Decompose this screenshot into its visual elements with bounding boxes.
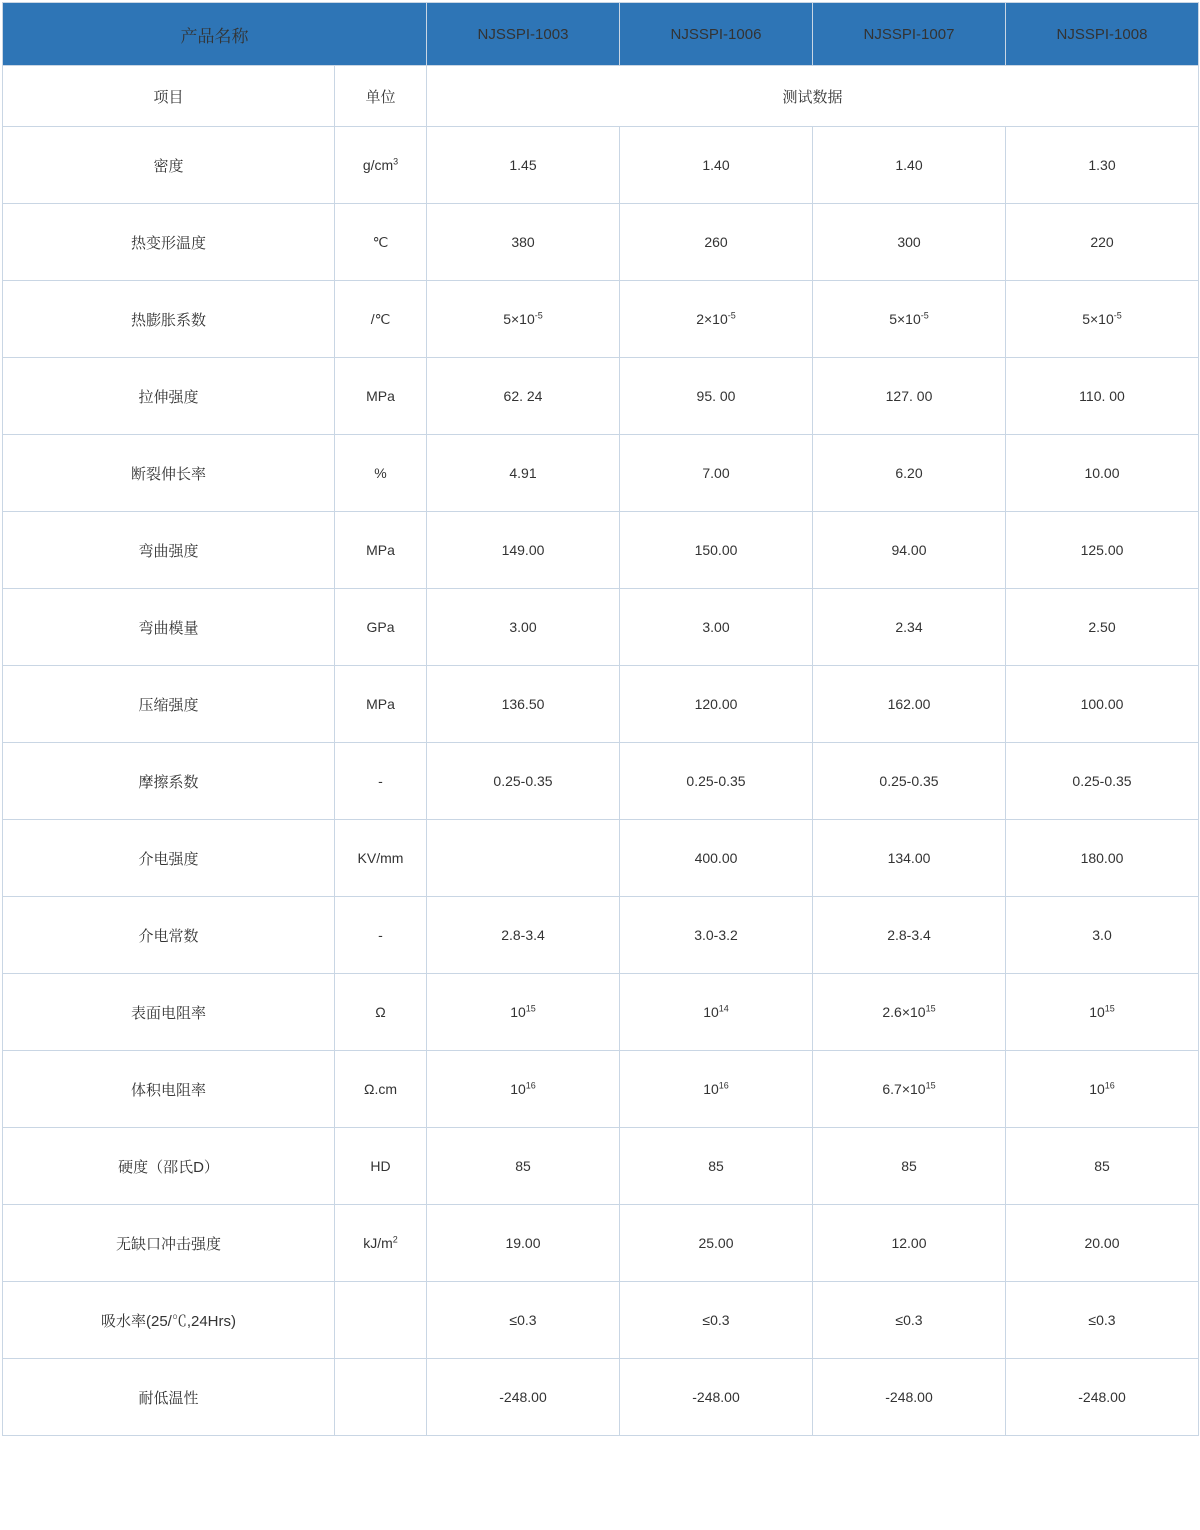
table-row <box>3 1051 1199 1128</box>
row-value-cell: 3.0-3.2 <box>620 897 813 974</box>
row-value-cell: $5\times 10^{-5}$ <box>813 281 1006 358</box>
row-unit-label: - <box>335 743 427 820</box>
row-value-cell: 134.00 <box>813 820 1006 897</box>
table-data-rows <box>3 127 1199 1436</box>
row-value-cell: $2.6\times 10^{15}$ <box>813 974 1006 1051</box>
row-item-label: 表面电阻率 <box>3 974 335 1051</box>
row-value-cell: $10^{15}$ <box>427 974 620 1051</box>
table-row <box>3 204 1199 281</box>
row-value-cell: -248.00 <box>1006 1359 1199 1436</box>
row-value-cell: 94.00 <box>813 512 1006 589</box>
header-product-name: 产品名称 <box>3 3 427 66</box>
row-item-label: 硬度（邵氏D） <box>3 1128 335 1205</box>
row-value-cell: $5\times 10^{-5}$ <box>1006 281 1199 358</box>
row-item-label: 体积电阻率 <box>3 1051 335 1128</box>
row-value-cell: 150.00 <box>620 512 813 589</box>
row-value-cell: 127. 00 <box>813 358 1006 435</box>
subheader-item: 项目 <box>3 66 335 127</box>
row-unit-label: - <box>335 897 427 974</box>
row-item-label: 断裂伸长率 <box>3 435 335 512</box>
row-unit-label: HD <box>335 1128 427 1205</box>
row-value-cell: 1.40 <box>620 127 813 204</box>
row-value-cell: 2.34 <box>813 589 1006 666</box>
row-item-label: 弯曲模量 <box>3 589 335 666</box>
row-item-label: 无缺口冲击强度 <box>3 1205 335 1282</box>
table-row <box>3 820 1199 897</box>
row-value-cell: ≤0.3 <box>620 1282 813 1359</box>
row-unit-label: $kJ/m^2$ <box>335 1205 427 1282</box>
row-unit-label <box>335 1359 427 1436</box>
row-value-cell: $10^{16}$ <box>620 1051 813 1128</box>
row-unit-label: Ω.cm <box>335 1051 427 1128</box>
header-product-3: NJSSPI-1007 <box>813 3 1006 66</box>
row-item-label: 压缩强度 <box>3 666 335 743</box>
table-row <box>3 1205 1199 1282</box>
row-value-cell: 100.00 <box>1006 666 1199 743</box>
table-row <box>3 1282 1199 1359</box>
row-unit-label: % <box>335 435 427 512</box>
table-row <box>3 743 1199 820</box>
table-row <box>3 589 1199 666</box>
row-value-cell: 12.00 <box>813 1205 1006 1282</box>
row-value-cell: 3.00 <box>620 589 813 666</box>
row-value-cell: 95. 00 <box>620 358 813 435</box>
row-item-label: 热变形温度 <box>3 204 335 281</box>
row-unit-label: MPa <box>335 666 427 743</box>
row-item-label: 介电常数 <box>3 897 335 974</box>
row-value-cell: 20.00 <box>1006 1205 1199 1282</box>
row-item-label: 介电强度 <box>3 820 335 897</box>
row-value-cell: 400.00 <box>620 820 813 897</box>
row-value-cell: 136.50 <box>427 666 620 743</box>
table-row <box>3 435 1199 512</box>
row-value-cell: -248.00 <box>813 1359 1006 1436</box>
row-value-cell: $5\times 10^{-5}$ <box>427 281 620 358</box>
row-value-cell: ≤0.3 <box>1006 1282 1199 1359</box>
table-row <box>3 512 1199 589</box>
row-value-cell: 110. 00 <box>1006 358 1199 435</box>
row-value-cell: -248.00 <box>427 1359 620 1436</box>
row-item-label: 吸水率(25/℃,24Hrs) <box>3 1282 335 1359</box>
row-value-cell: 3.00 <box>427 589 620 666</box>
header-product-4: NJSSPI-1008 <box>1006 3 1199 66</box>
row-value-cell: -248.00 <box>620 1359 813 1436</box>
row-value-cell: 220 <box>1006 204 1199 281</box>
row-unit-label: KV/mm <box>335 820 427 897</box>
row-value-cell: $6.7\times 10^{15}$ <box>813 1051 1006 1128</box>
row-value-cell: 85 <box>620 1128 813 1205</box>
row-item-label: 摩擦系数 <box>3 743 335 820</box>
row-value-cell: $10^{16}$ <box>427 1051 620 1128</box>
row-value-cell: 300 <box>813 204 1006 281</box>
row-value-cell: $10^{14}$ <box>620 974 813 1051</box>
table-row <box>3 358 1199 435</box>
row-unit-label: /℃ <box>335 281 427 358</box>
row-value-cell: 1.45 <box>427 127 620 204</box>
row-item-label: 热膨胀系数 <box>3 281 335 358</box>
row-value-cell: 4.91 <box>427 435 620 512</box>
row-value-cell: $10^{15}$ <box>1006 974 1199 1051</box>
row-value-cell: 0.25-0.35 <box>427 743 620 820</box>
row-value-cell: 85 <box>1006 1128 1199 1205</box>
row-value-cell: 1.40 <box>813 127 1006 204</box>
row-value-cell: 19.00 <box>427 1205 620 1282</box>
header-row <box>3 3 1199 66</box>
row-value-cell: 260 <box>620 204 813 281</box>
subheader-row <box>3 66 1199 127</box>
row-unit-label <box>335 1282 427 1359</box>
header-product-1: NJSSPI-1003 <box>427 3 620 66</box>
row-value-cell: ≤0.3 <box>427 1282 620 1359</box>
row-value-cell: 62. 24 <box>427 358 620 435</box>
subheader-test-data: 测试数据 <box>427 66 1199 127</box>
row-item-label: 耐低温性 <box>3 1359 335 1436</box>
row-item-label: 弯曲强度 <box>3 512 335 589</box>
row-value-cell: 25.00 <box>620 1205 813 1282</box>
row-value-cell: 180.00 <box>1006 820 1199 897</box>
row-unit-label: MPa <box>335 512 427 589</box>
row-unit-label: $g/cm^3$ <box>335 127 427 204</box>
row-value-cell: 149.00 <box>427 512 620 589</box>
table-row <box>3 974 1199 1051</box>
row-unit-label: GPa <box>335 589 427 666</box>
header-product-2: NJSSPI-1006 <box>620 3 813 66</box>
row-unit-label: ℃ <box>335 204 427 281</box>
row-value-cell: 3.0 <box>1006 897 1199 974</box>
row-value-cell: 125.00 <box>1006 512 1199 589</box>
table-row <box>3 897 1199 974</box>
row-unit-label: MPa <box>335 358 427 435</box>
table-row <box>3 127 1199 204</box>
table-row <box>3 1359 1199 1436</box>
table-row <box>3 666 1199 743</box>
row-value-cell: 85 <box>813 1128 1006 1205</box>
row-value-cell: 2.8-3.4 <box>427 897 620 974</box>
table-header <box>3 3 1199 66</box>
table-body <box>3 66 1199 127</box>
row-value-cell: 7.00 <box>620 435 813 512</box>
row-value-cell: 2.50 <box>1006 589 1199 666</box>
row-value-cell: 0.25-0.35 <box>620 743 813 820</box>
row-value-cell: $2\times 10^{-5}$ <box>620 281 813 358</box>
row-unit-label: Ω <box>335 974 427 1051</box>
row-value-cell: $10^{16}$ <box>1006 1051 1199 1128</box>
row-value-cell: 380 <box>427 204 620 281</box>
table-row <box>3 1128 1199 1205</box>
row-value-cell: 2.8-3.4 <box>813 897 1006 974</box>
row-item-label: 拉伸强度 <box>3 358 335 435</box>
row-item-label: 密度 <box>3 127 335 204</box>
row-value-cell: 1.30 <box>1006 127 1199 204</box>
row-value-cell: 0.25-0.35 <box>813 743 1006 820</box>
subheader-unit: 单位 <box>335 66 427 127</box>
row-value-cell: 10.00 <box>1006 435 1199 512</box>
row-value-cell: 0.25-0.35 <box>1006 743 1199 820</box>
row-value-cell <box>427 820 620 897</box>
row-value-cell: 6.20 <box>813 435 1006 512</box>
row-value-cell: 162.00 <box>813 666 1006 743</box>
row-value-cell: ≤0.3 <box>813 1282 1006 1359</box>
row-value-cell: 85 <box>427 1128 620 1205</box>
row-value-cell: 120.00 <box>620 666 813 743</box>
product-spec-table <box>2 2 1199 1436</box>
table-row <box>3 281 1199 358</box>
